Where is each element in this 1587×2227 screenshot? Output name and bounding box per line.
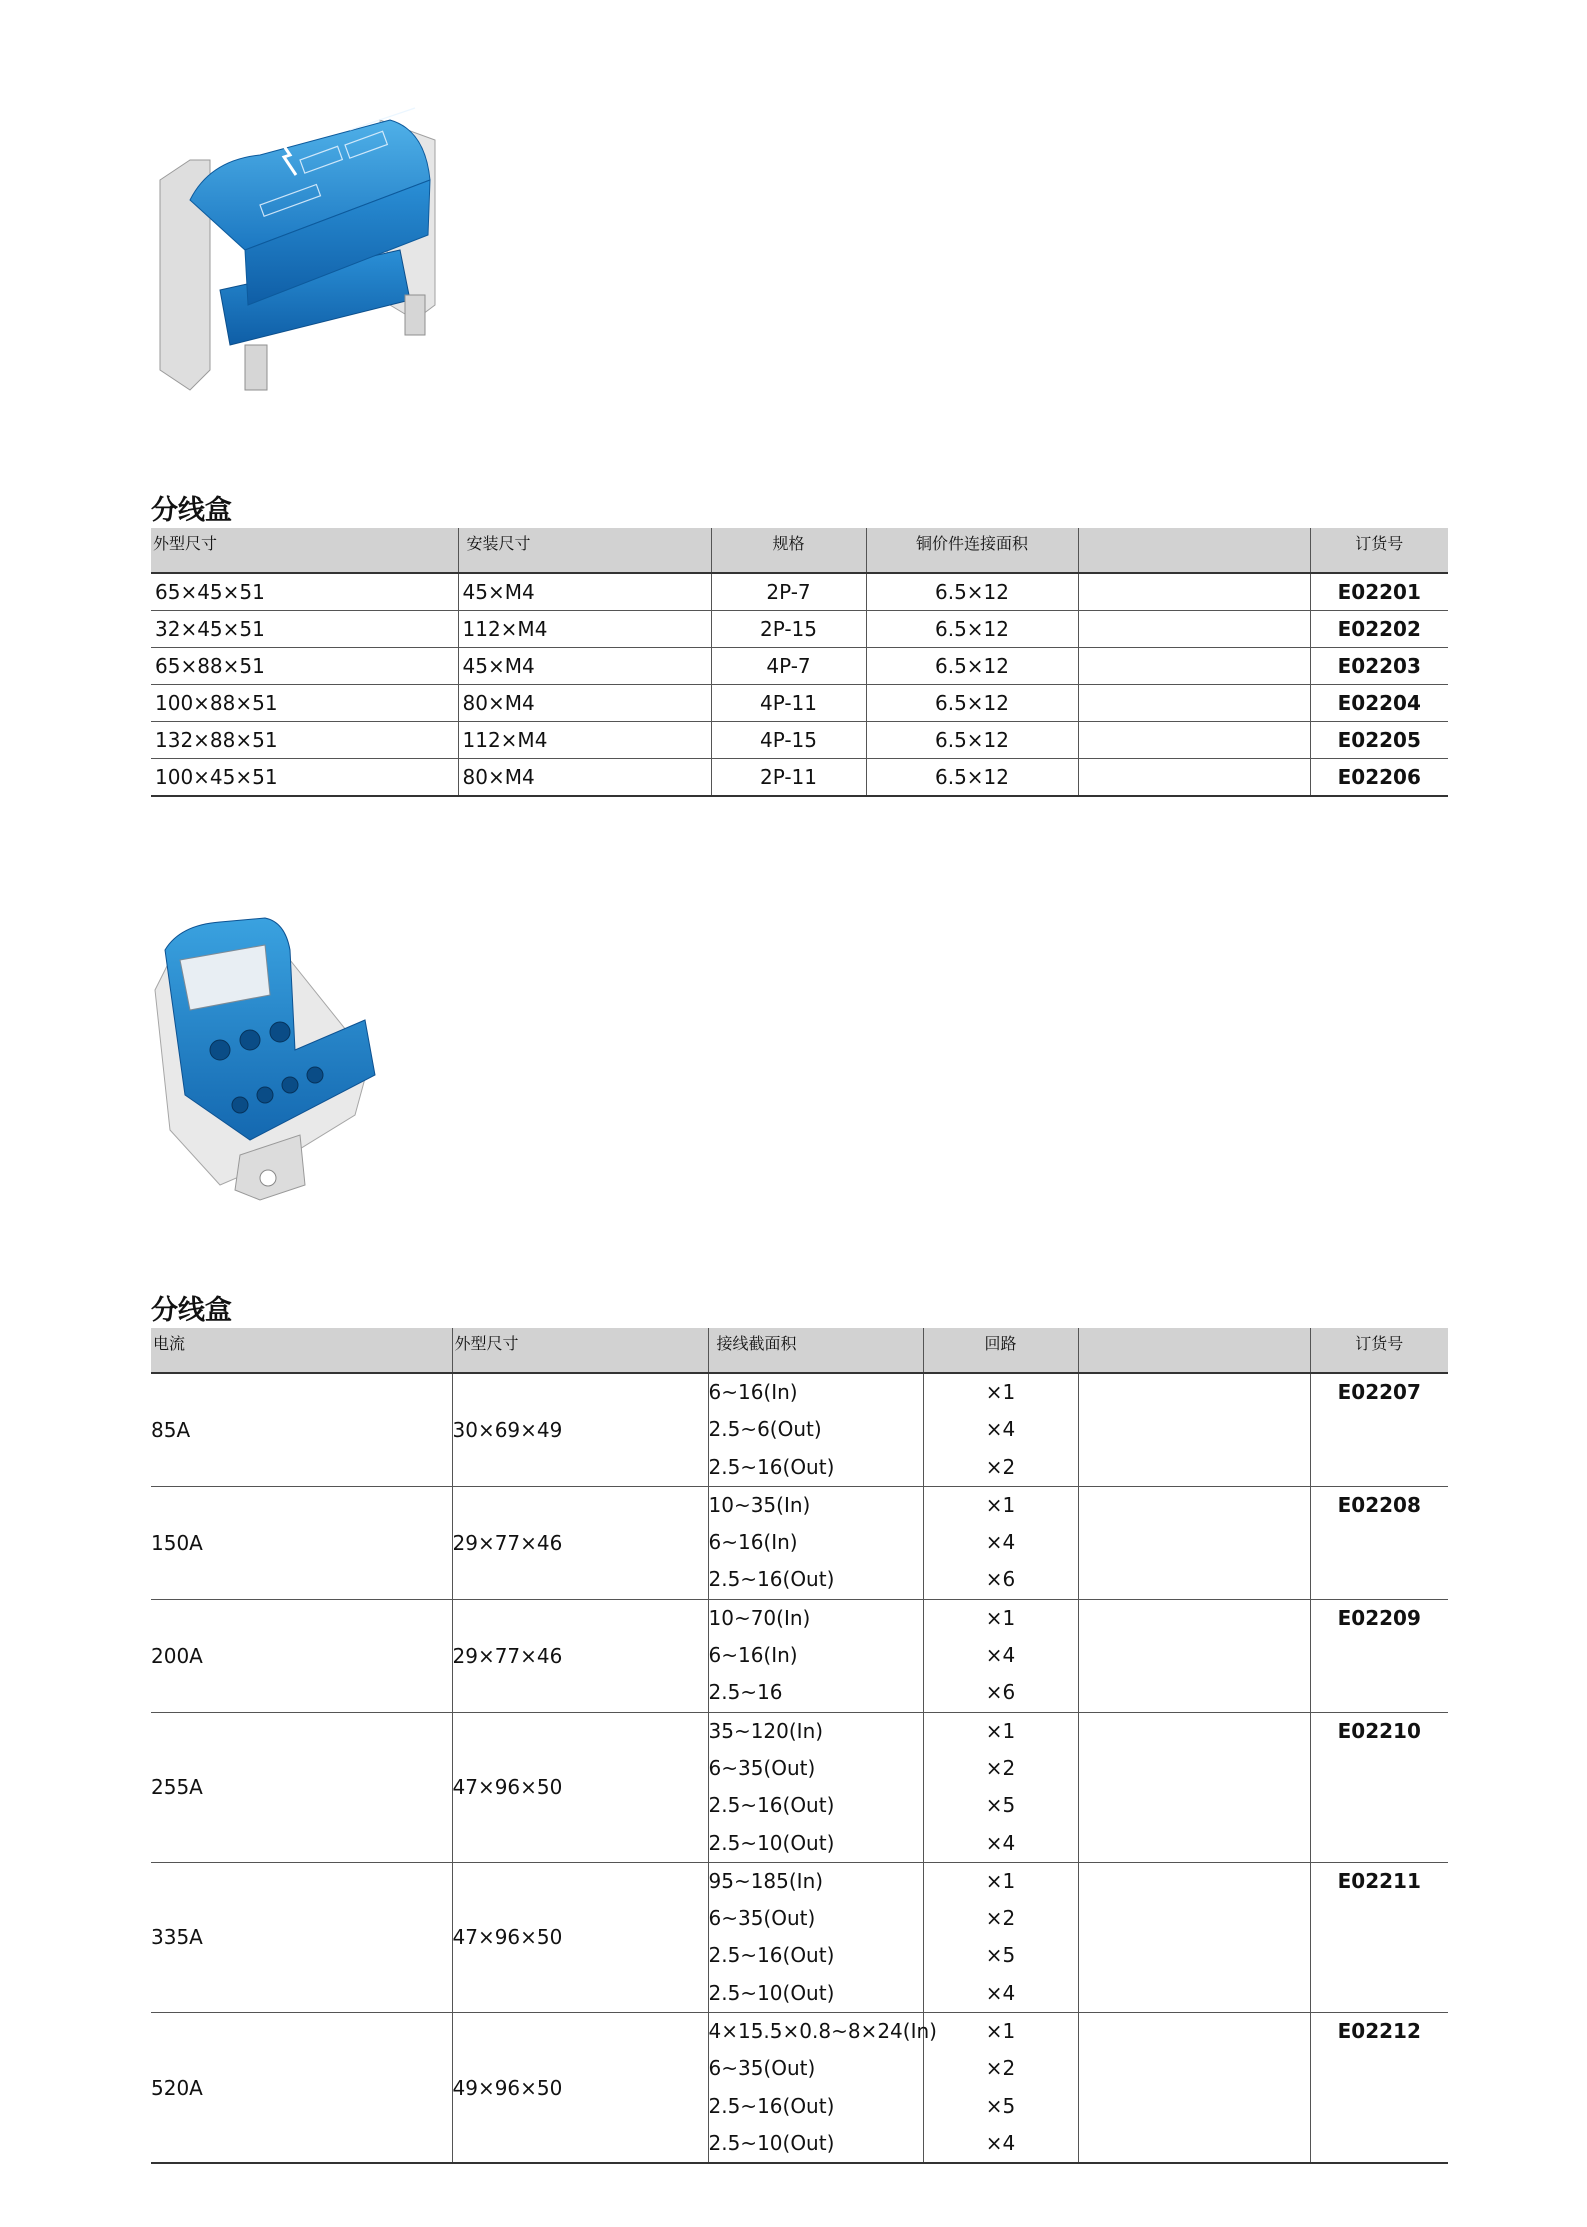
spec-table-unipolar-block xyxy=(151,1328,1448,2164)
wire-area-item: 6~16(In) xyxy=(708,1380,798,1404)
cell-spec: 4P-11 xyxy=(711,685,866,722)
cell-order-code: E02205 xyxy=(1310,722,1448,759)
cell-current: 150A xyxy=(151,1486,452,1599)
cell-blank xyxy=(1078,2013,1310,2164)
wire-area-item: 6~35(Out) xyxy=(708,2056,816,2081)
table-row xyxy=(151,648,1448,685)
cell-current: 520A xyxy=(151,2013,452,2164)
circuit-item: ×5 xyxy=(985,2093,1016,2118)
cell-order-code: E02203 xyxy=(1310,648,1448,685)
cell-size: 29×77×46 xyxy=(452,1599,708,1712)
cell-size: 47×96×50 xyxy=(452,1712,708,1862)
cell-area: 6.5×12 xyxy=(866,573,1078,611)
cell-circuits xyxy=(923,1486,1078,1599)
cell-wire-areas xyxy=(708,1712,923,1862)
wire-area-item: 2.5~16(Out) xyxy=(708,1943,835,1968)
table-row xyxy=(151,611,1448,648)
circuit-item: ×1 xyxy=(985,1718,1016,1743)
circuit-item: ×1 xyxy=(985,2019,1016,2044)
circuit-item: ×2 xyxy=(985,1755,1016,1780)
wire-area-item: 6~35(Out) xyxy=(708,1906,816,1931)
section-title: 分线盒 xyxy=(151,1295,232,1326)
header-wire-area: 接线截面积 xyxy=(708,1328,923,1373)
circuit-item: ×2 xyxy=(985,1906,1016,1931)
header-spec: 规格 xyxy=(711,528,866,573)
cell-area: 6.5×12 xyxy=(866,685,1078,722)
cell-order-code: E02206 xyxy=(1310,759,1448,797)
cell-circuits xyxy=(923,2013,1078,2164)
cell-order-code: E02201 xyxy=(1310,573,1448,611)
table-row xyxy=(151,1862,1448,2012)
circuit-item: ×4 xyxy=(985,1643,1016,1668)
table-row xyxy=(151,1599,1448,1712)
cell-blank xyxy=(1078,1599,1310,1712)
wire-area-item: 2.5~6(Out) xyxy=(708,1417,822,1442)
cell-size: 32×45×51 xyxy=(151,611,458,648)
cell-current: 85A xyxy=(151,1373,452,1486)
table-row xyxy=(151,1486,1448,1599)
cell-area: 6.5×12 xyxy=(866,722,1078,759)
cell-area: 6.5×12 xyxy=(866,648,1078,685)
cell-blank xyxy=(1078,1712,1310,1862)
cell-mount: 80×M4 xyxy=(458,685,711,722)
cell-wire-areas xyxy=(708,2013,937,2164)
cell-mount: 45×M4 xyxy=(458,648,711,685)
cell-order-code: E02211 xyxy=(1310,1862,1448,2012)
cell-order-code: E02202 xyxy=(1310,611,1448,648)
table-row xyxy=(151,573,1448,611)
circuit-item: ×6 xyxy=(985,1567,1016,1592)
cell-area: 6.5×12 xyxy=(866,759,1078,797)
circuit-item: ×4 xyxy=(985,1417,1016,1442)
wire-area-item: 2.5~10(Out) xyxy=(708,1830,835,1855)
circuit-item: ×1 xyxy=(985,1492,1016,1517)
wire-area-item: 6~16(In) xyxy=(708,1530,798,1555)
wire-area-item: 6~35(Out) xyxy=(708,1755,816,1780)
wire-area-item: 6~16(In) xyxy=(708,1643,798,1668)
cell-blank xyxy=(1078,611,1310,648)
table-row xyxy=(151,759,1448,797)
cell-mount: 112×M4 xyxy=(458,722,711,759)
cell-mount: 112×M4 xyxy=(458,611,711,648)
cell-size: 30×69×49 xyxy=(452,1373,708,1486)
header-blank xyxy=(1078,1328,1310,1373)
cell-blank xyxy=(1078,1373,1310,1486)
cell-spec: 2P-15 xyxy=(711,611,866,648)
circuit-item: ×4 xyxy=(985,2130,1016,2155)
header-outer-size: 外型尺寸 xyxy=(151,528,458,573)
wire-area-item: 4×15.5×0.8~8×24(In) xyxy=(708,2019,937,2044)
cell-mount: 80×M4 xyxy=(458,759,711,797)
cell-blank xyxy=(1078,759,1310,797)
cell-size: 65×45×51 xyxy=(151,573,458,611)
wire-area-item: 35~120(In) xyxy=(708,1718,824,1743)
cell-circuits xyxy=(923,1712,1078,1862)
cell-wire-areas xyxy=(708,1373,923,1486)
header-circuits: 回路 xyxy=(923,1328,1078,1373)
table-header-row xyxy=(151,528,1448,573)
cell-order-code: E02204 xyxy=(1310,685,1448,722)
circuit-item: ×4 xyxy=(985,1530,1016,1555)
cell-order-code: E02209 xyxy=(1310,1599,1448,1712)
cell-blank xyxy=(1078,1486,1310,1599)
circuit-item: ×6 xyxy=(985,1680,1016,1705)
cell-size: 100×45×51 xyxy=(151,759,458,797)
circuit-item: ×5 xyxy=(985,1943,1016,1968)
cell-circuits xyxy=(923,1862,1078,2012)
circuit-item: ×2 xyxy=(985,2056,1016,2081)
product-photo-distribution-block xyxy=(150,100,445,410)
header-order-code: 订货号 xyxy=(1310,1328,1448,1373)
wire-area-item: 2.5~10(Out) xyxy=(708,1980,835,2005)
wire-area-item: 2.5~16 xyxy=(708,1680,783,1705)
cell-wire-areas xyxy=(708,1599,923,1712)
cell-blank xyxy=(1078,685,1310,722)
cell-area: 6.5×12 xyxy=(866,611,1078,648)
wire-area-item: 10~70(In) xyxy=(708,1605,811,1630)
header-mount-size: 安装尺寸 xyxy=(458,528,711,573)
table-row xyxy=(151,2013,1448,2164)
cell-current: 335A xyxy=(151,1862,452,2012)
cell-circuits xyxy=(923,1373,1078,1486)
cell-current: 200A xyxy=(151,1599,452,1712)
wire-area-item: 2.5~10(Out) xyxy=(708,2130,835,2155)
table-row xyxy=(151,1712,1448,1862)
wire-area-item: 2.5~16(Out) xyxy=(708,1454,835,1479)
wire-area-item: 2.5~16(Out) xyxy=(708,2093,835,2118)
cell-spec: 2P-11 xyxy=(711,759,866,797)
cell-blank xyxy=(1078,1862,1310,2012)
cell-mount: 45×M4 xyxy=(458,573,711,611)
product-photo-unipolar-block xyxy=(150,900,380,1210)
header-order-code: 订货号 xyxy=(1310,528,1448,573)
cell-size: 29×77×46 xyxy=(452,1486,708,1599)
header-connection-area: 铜价件连接面积 xyxy=(866,528,1078,573)
circuit-item: ×4 xyxy=(985,1830,1016,1855)
table-row xyxy=(151,1373,1448,1486)
cell-order-code: E02208 xyxy=(1310,1486,1448,1599)
header-current: 电流 xyxy=(151,1328,452,1373)
cell-size: 49×96×50 xyxy=(452,2013,708,2164)
cell-blank xyxy=(1078,648,1310,685)
table-row xyxy=(151,685,1448,722)
circuit-item: ×1 xyxy=(985,1380,1016,1404)
cell-size: 47×96×50 xyxy=(452,1862,708,2012)
cell-spec: 2P-7 xyxy=(711,573,866,611)
table-header-row xyxy=(151,1328,1448,1373)
cell-spec: 4P-7 xyxy=(711,648,866,685)
header-blank xyxy=(1078,528,1310,573)
circuit-item: ×2 xyxy=(985,1454,1016,1479)
cell-size: 100×88×51 xyxy=(151,685,458,722)
cell-blank xyxy=(1078,573,1310,611)
cell-size: 132×88×51 xyxy=(151,722,458,759)
cell-current: 255A xyxy=(151,1712,452,1862)
cell-wire-areas xyxy=(708,1862,923,2012)
cell-size: 65×88×51 xyxy=(151,648,458,685)
wire-area-item: 2.5~16(Out) xyxy=(708,1567,835,1592)
cell-wire-areas xyxy=(708,1486,923,1599)
wire-area-item: 10~35(In) xyxy=(708,1492,811,1517)
spec-table-distribution-block xyxy=(151,528,1448,797)
circuit-item: ×1 xyxy=(985,1605,1016,1630)
section-title: 分线盒 xyxy=(151,495,232,526)
table-row xyxy=(151,722,1448,759)
wire-area-item: 2.5~16(Out) xyxy=(708,1793,835,1818)
cell-order-code: E02207 xyxy=(1310,1373,1448,1486)
circuit-item: ×5 xyxy=(985,1793,1016,1818)
circuit-item: ×4 xyxy=(985,1980,1016,2005)
cell-order-code: E02210 xyxy=(1310,1712,1448,1862)
cell-blank xyxy=(1078,722,1310,759)
circuit-item: ×1 xyxy=(985,1868,1016,1893)
header-outer-size: 外型尺寸 xyxy=(452,1328,708,1373)
cell-order-code: E02212 xyxy=(1310,2013,1448,2164)
cell-spec: 4P-15 xyxy=(711,722,866,759)
wire-area-item: 95~185(In) xyxy=(708,1868,824,1893)
cell-circuits xyxy=(923,1599,1078,1712)
